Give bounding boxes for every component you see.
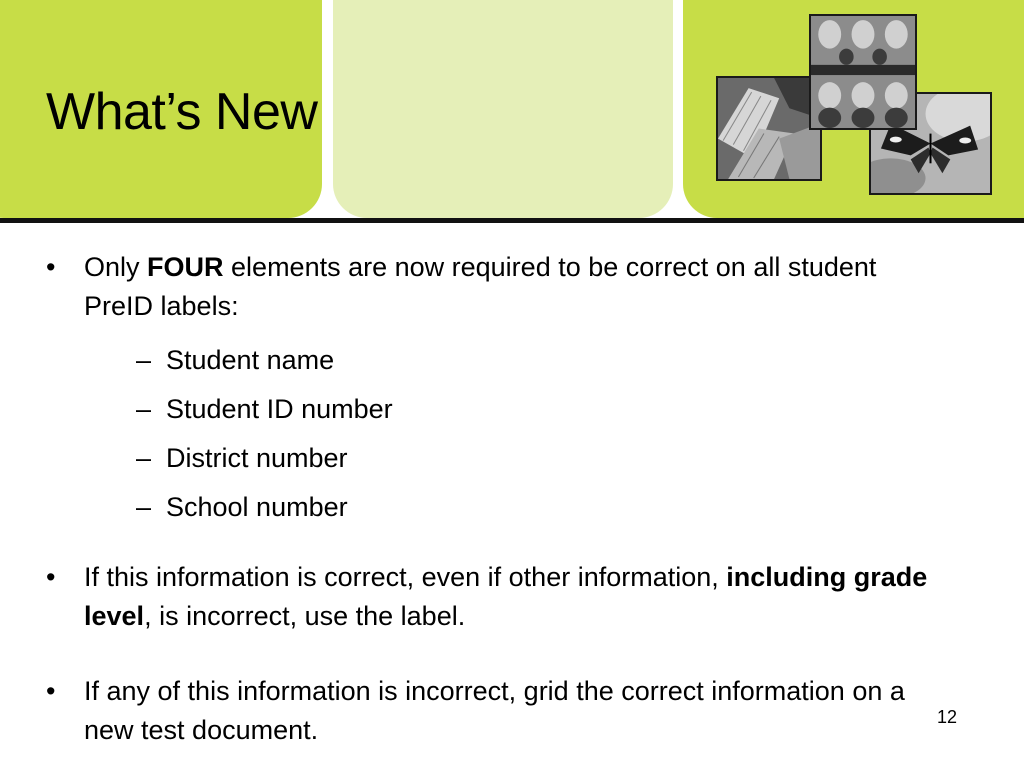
slide-body bbox=[46, 248, 946, 750]
bullet-item bbox=[46, 558, 946, 636]
slide-number: 12 bbox=[937, 707, 958, 727]
abacus-photo bbox=[809, 14, 917, 130]
sub-bullet-item bbox=[84, 336, 946, 385]
sub-bullet-item bbox=[84, 483, 946, 532]
header-banner bbox=[0, 0, 1024, 218]
sub-bullet-item bbox=[84, 434, 946, 483]
bullet-text: , is incorrect, use the label. bbox=[144, 601, 466, 631]
bullet-marker: • bbox=[46, 676, 56, 706]
sub-bullet-item bbox=[84, 385, 946, 434]
header-divider bbox=[0, 218, 1024, 223]
sub-bullet-text: School number bbox=[166, 492, 348, 522]
slide-title: What’s New bbox=[46, 83, 318, 141]
sub-bullet-marker: – bbox=[136, 345, 152, 375]
sub-bullet-marker: – bbox=[136, 492, 152, 522]
sub-bullet-list bbox=[84, 336, 946, 532]
bullet-emphasis: FOUR bbox=[147, 252, 224, 282]
sub-bullet-text: Student name bbox=[166, 345, 335, 375]
bullet-text: If this information is correct, even if other information, bbox=[84, 562, 727, 592]
bullet-marker: • bbox=[46, 252, 56, 282]
bullet-text: elements are now required to be correct on all student PreID labels: bbox=[84, 252, 877, 321]
bullet-item bbox=[46, 672, 946, 750]
sub-bullet-marker: – bbox=[136, 443, 152, 473]
header-panel-middle bbox=[333, 0, 673, 218]
bullet-text: Only bbox=[84, 252, 148, 282]
bullet-text: If any of this information is incorrect, grid the correct information on a new test document. bbox=[84, 676, 905, 745]
bullet-item bbox=[46, 248, 946, 532]
sub-bullet-text: Student ID number bbox=[166, 394, 393, 424]
bullet-marker: • bbox=[46, 562, 56, 592]
sub-bullet-text: District number bbox=[166, 443, 348, 473]
bullet-emphasis: including grade level bbox=[84, 562, 928, 631]
books-photo bbox=[716, 76, 822, 181]
sub-bullet-marker: – bbox=[136, 394, 152, 424]
